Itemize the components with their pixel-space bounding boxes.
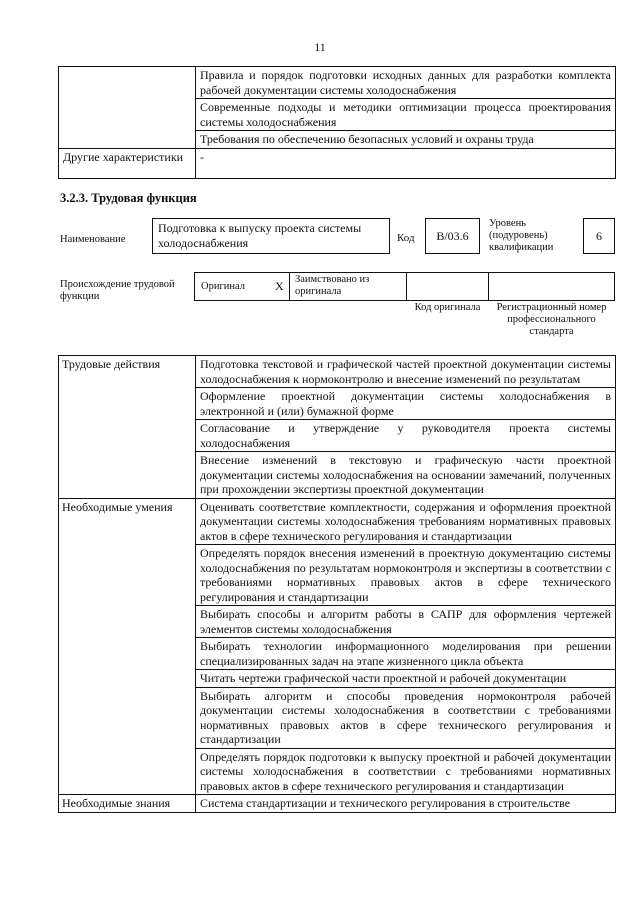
origin-label: Происхождение трудовой функции	[60, 279, 175, 302]
section-heading: 3.2.3. Трудовая функция	[60, 191, 197, 205]
row-label: Необходимые знания	[59, 795, 196, 813]
table-cell: Оформление проектной документации системы холодоснабжения в электронной и (или) бумажной форме	[196, 388, 616, 420]
table-cell: Внесение изменений в текстовую и графическую части проектной документации системы холодоснабжения на основании замечаний, полученных при прохождении экспертизы проектной документации	[196, 452, 616, 499]
table-cell: Читать чертежи графической части проектной и рабочей документации	[196, 670, 616, 688]
row-label: Другие характеристики	[59, 148, 196, 178]
level-value-box	[583, 218, 615, 254]
table-cell: Согласование и утверждение у руководителя проекта системы холодоснабжения	[196, 420, 616, 452]
table-row	[59, 148, 616, 178]
labor-function-table	[58, 355, 616, 813]
original-box	[194, 272, 290, 301]
table-row	[59, 356, 616, 388]
code-value: B/03.6	[436, 229, 469, 243]
table-cell: Современные подходы и методики оптимизации процесса проектирования системы холодоснабжения	[196, 99, 616, 131]
table-row	[59, 498, 616, 545]
top-characteristics-table	[58, 66, 616, 179]
table-cell: -	[196, 148, 616, 178]
table-cell: Выбирать способы и алгоритм работы в САПР для оформления чертежей элементов системы холодоснабжения	[196, 606, 616, 638]
level-value: 6	[596, 229, 602, 243]
table-cell: Система стандартизации и технического регулирования в строительстве	[196, 795, 616, 813]
code-original-caption: Код оригинала	[414, 302, 481, 313]
table-cell: Выбирать технологии информационного моделирования при решении специализированных задач на этапе жизненного цикла объекта	[196, 638, 616, 670]
table-cell: Правила и порядок подготовки исходных данных для разработки комплекта рабочей документации системы холодоснабжения	[196, 67, 616, 99]
table-cell: Определять порядок внесения изменений в проектную документацию системы холодоснабжения по результатам нормоконтроля и экспертизы в соответствии с требованиями нормативных правовых актов в сфере технического регулирования и стандартизации	[196, 545, 616, 606]
code-value-box	[425, 218, 480, 254]
level-label: Уровень (подуровень) квалификации	[489, 218, 554, 253]
page-number: 11	[314, 40, 326, 54]
reg-number-box	[488, 272, 615, 301]
table-cell: Определять порядок подготовки к выпуску проектной и рабочей документации системы холодоснабжения в соответствии с требованиями нормативных правовых актов в сфере технического регулирования и стандартизации	[196, 748, 616, 795]
row-label: Необходимые умения	[59, 498, 196, 795]
name-label: Наименование	[60, 234, 126, 245]
code-original-box	[406, 272, 489, 301]
reg-number-caption: Регистрационный номер профессионального стандарта	[496, 302, 607, 337]
row-label: Трудовые действия	[59, 356, 196, 499]
table-cell: Подготовка текстовой и графической частей проектной документации системы холодоснабжения к нормоконтролю и внесение изменений по результатам	[196, 356, 616, 388]
name-value: Подготовка к выпуску проекта системы холодоснабжения	[158, 221, 362, 250]
table-cell: Требования по обеспечению безопасных условий и охраны труда	[196, 131, 616, 149]
original-label: Оригинал	[201, 281, 245, 292]
original-mark: X	[275, 279, 284, 293]
borrowed-label: Заимствовано из оригинала	[295, 274, 370, 297]
row-label	[59, 67, 196, 149]
code-label: Код	[397, 232, 415, 244]
table-row	[59, 795, 616, 813]
table-cell: Оценивать соответствие комплектности, содержания и оформления проектной документации системы холодоснабжения требованиям нормативных правовых актов в сфере технического регулирования и стандартизации	[196, 498, 616, 545]
table-cell: Выбирать алгоритм и способы проведения нормоконтроля рабочей документации системы холодоснабжения в соответствии с требованиями нормативных правовых актов в сфере технического регулирования и стандартизации	[196, 687, 616, 748]
table-row	[59, 67, 616, 99]
name-value-box	[152, 218, 390, 254]
borrowed-box	[289, 272, 407, 301]
